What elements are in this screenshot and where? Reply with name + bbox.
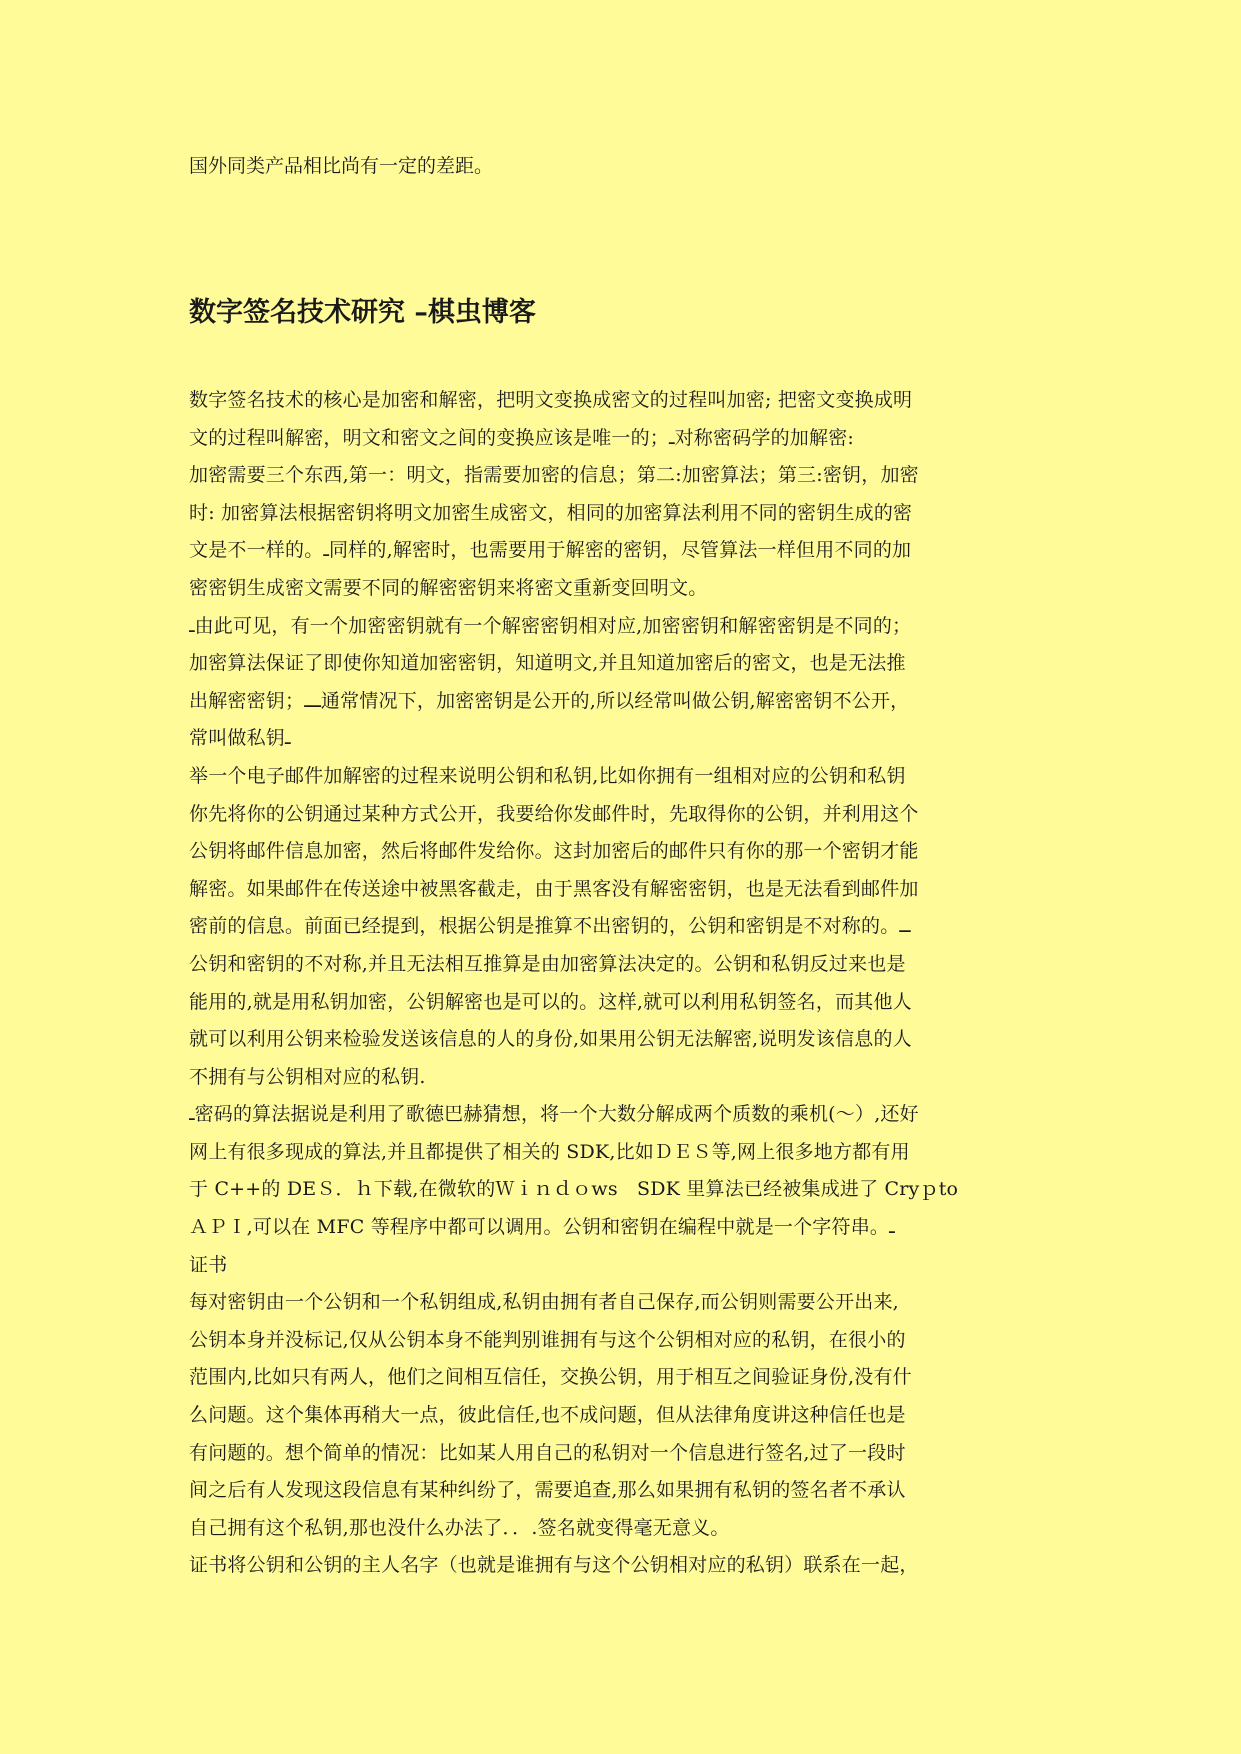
body-line: 证书 xyxy=(189,1253,228,1276)
intro-text: 国外同类产品相比尚有一定的差距。 xyxy=(189,155,494,177)
body-line: 间之后有人发现这段信息有某种纠纷了，需要追查,那么如果拥有私钥的签名者不承认 xyxy=(189,1479,906,1502)
body-line: 证书将公钥和公钥的主人名字（也就是谁拥有与这个公钥相对应的私钥）联系在一起， xyxy=(189,1554,919,1577)
article-body xyxy=(189,382,971,1585)
body-line: 你先将你的公钥通过某种方式公开，我要给你发邮件时，先取得你的公钥，并利用这个 xyxy=(189,802,919,825)
body-line: 公钥和密钥的不对称,并且无法相互推算是由加密算法决定的。公钥和私钥反过来也是 xyxy=(189,952,906,975)
body-line: 解密。如果邮件在传送途中被黑客截走，由于黑客没有解密密钥，也是无法看到邮件加 xyxy=(189,877,919,900)
body-line: 有问题的。想个简单的情况：比如某人用自己的私钥对一个信息进行签名,过了一段时 xyxy=(189,1441,906,1464)
body-line: 能用的,就是用私钥加密，公钥解密也是可以的。这样,就可以利用私钥签名，而其他人 xyxy=(189,990,912,1013)
body-line: 范围内,比如只有两人，他们之间相互信任，交换公钥，用于相互之间验证身份,没有什 xyxy=(189,1366,912,1389)
body-line: 举一个电子邮件加解密的过程来说明公钥和私钥,比如你拥有一组相对应的公钥和私钥 xyxy=(189,764,906,787)
body-line: 每对密钥由一个公钥和一个私钥组成,私钥由拥有者自己保存,而公钥则需要公开出来, xyxy=(189,1291,899,1314)
body-line: 自己拥有这个私钥,那也没什么办法了．．.签名就变得毫无意义。 xyxy=(189,1516,730,1539)
body-line: 不拥有与公钥相对应的私钥. xyxy=(189,1065,426,1088)
body-line: 加密需要三个东西,第一：明文，指需要加密的信息；第二:加密算法；第三:密钥，加密 xyxy=(189,464,919,487)
body-line: 公钥本身并没标记,仅从公钥本身不能判别谁拥有与这个公钥相对应的私钥，在很小的 xyxy=(189,1328,906,1351)
body-line: 时: 加密算法根据密钥将明文加密生成密文，相同的加密算法利用不同的密钥生成的密 xyxy=(189,501,913,524)
body-line: 密前的信息。前面已经提到，根据公钥是推算不出密钥的，公钥和密钥是不对称的。ــ xyxy=(189,915,911,938)
body-line: ـ由此可见，有一个加密密钥就有一个解密密钥相对应,加密密钥和解密密钥是不同的； xyxy=(189,614,912,637)
article-title: 数字签名技术研究 –棋虫博客 xyxy=(189,297,536,328)
body-line: 常叫做私钥ـ xyxy=(189,727,291,750)
body-line: 加密算法保证了即使你知道加密密钥，知道明文,并且知道加密后的密文，也是无法推 xyxy=(189,652,906,675)
body-line: 密密钥生成密文需要不同的解密密钥来将密文重新变回明文。 xyxy=(189,576,708,599)
body-line: 么问题。这个集体再稍大一点，彼此信任,也不成问题，但从法律角度讲这种信任也是 xyxy=(189,1404,906,1427)
body-line: ＡＰＩ,可以在 MFC 等程序中都可以调用。公钥和密钥在编程中就是一个字符串。ـ xyxy=(189,1216,895,1239)
body-line: 就可以利用公钥来检验发送该信息的人的身份,如果用公钥无法解密,说明发该信息的人 xyxy=(189,1028,912,1051)
body-line: 于 C++的 DEＳ．ｈ下载,在微软的Ｗｉｎｄｏws SDK 里算法已经被集成进了 Cryｐto xyxy=(189,1178,959,1201)
body-line: 文是不一样的。ـ同样的,解密时，也需要用于解密的密钥，尽管算法一样但用不同的加 xyxy=(189,539,912,562)
body-line: ـ密码的算法据说是利用了歌德巴赫猜想，将一个大数分解成两个质数的乘机(～）,还好 xyxy=(189,1103,919,1126)
body-line: 公钥将邮件信息加密，然后将邮件发给你。这封加密后的邮件只有你的那一个密钥才能 xyxy=(189,840,919,863)
body-line: 数字签名技术的核心是加密和解密，把明文变换成密文的过程叫加密; 把密文变换成明 xyxy=(189,389,913,411)
body-line: 网上有很多现成的算法,并且都提供了相关的 SDK,比如ＤＥＳ等,网上很多地方都有用 xyxy=(189,1140,910,1163)
body-line: 文的过程叫解密，明文和密文之间的变换应该是唯一的；ـ对称密码学的加解密: xyxy=(189,426,854,449)
body-line: 出解密密钥；ـــ通常情况下，加密密钥是公开的,所以经常叫做公钥,解密密钥不公开， xyxy=(189,689,910,712)
